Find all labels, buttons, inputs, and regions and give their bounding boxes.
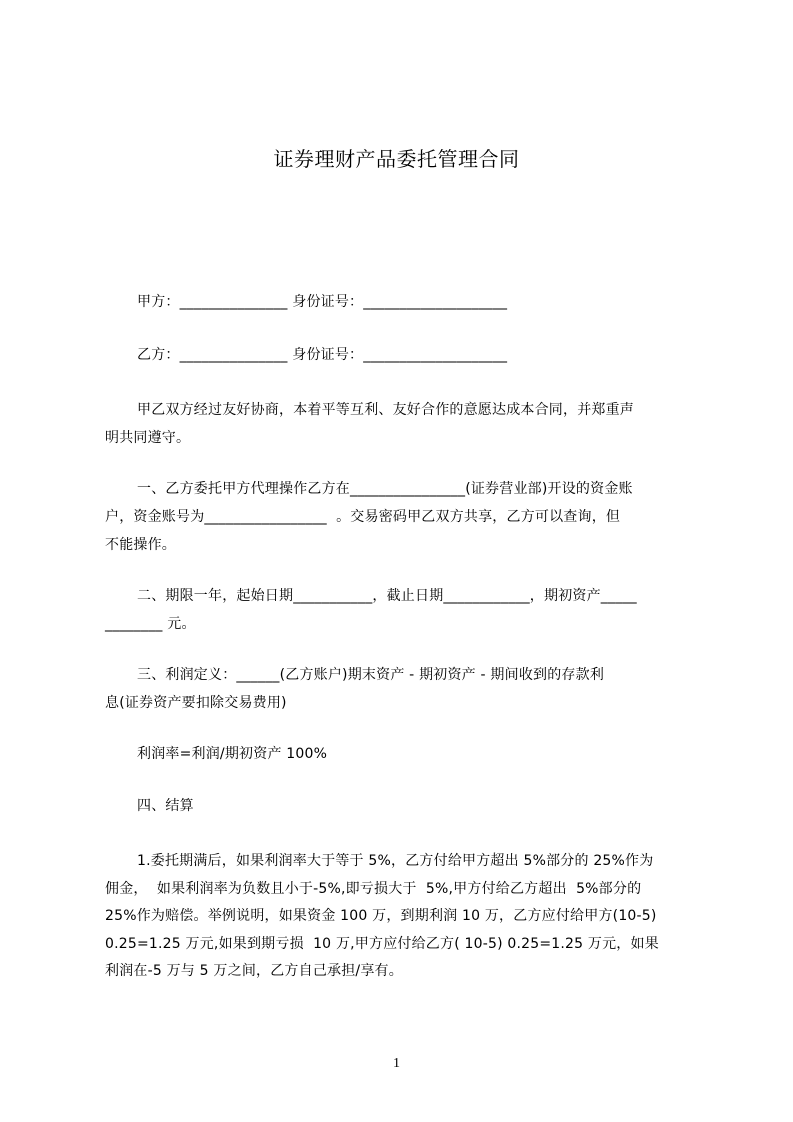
paragraph-line: 25%作为赔偿。举例说明，如果资金 100 万，到期利润 10 万，乙方应付给甲方(10-5) xyxy=(105,908,657,924)
paragraph-line: ________ 元。 xyxy=(105,616,196,632)
paragraph-line: 不能操作。 xyxy=(105,537,176,553)
paragraph-line: 息(证券资产要扣除交易费用) xyxy=(105,695,287,711)
paragraph-line: 一、乙方委托甲方代理操作乙方在________________(证券营业部)开设的资金账 xyxy=(137,481,633,497)
paragraph-line: 三、利润定义：______(乙方账户)期末资产 - 期初资产 - 期间收到的存款利 xyxy=(137,667,605,683)
paragraph-line: 明共同遵守。 xyxy=(105,430,191,446)
section-heading: 四、结算 xyxy=(137,798,194,814)
party-a-line: 甲方：_______________ 身份证号：____________________ xyxy=(137,294,508,310)
paragraph-line: 户，资金账号为_________________ 。交易密码甲乙双方共享，乙方可以查询，但 xyxy=(105,509,621,525)
paragraph-line: 利润在-5 万与 5 万之间，乙方自己承担/享有。 xyxy=(105,963,403,979)
document-title: 证券理财产品委托管理合同 xyxy=(273,147,520,171)
party-b-line: 乙方：_______________ 身份证号：____________________ xyxy=(137,347,508,363)
paragraph-line: 佣金， 如果利润率为负数且小于-5%,即亏损大于 5%,甲方付给乙方超出 5%部分的 xyxy=(105,881,642,897)
paragraph-line: 1.委托期满后，如果利润率大于等于 5%，乙方付给甲方超出 5%部分的 25%作为 xyxy=(137,853,654,869)
paragraph-line: 0.25=1.25 万元,如果到期亏损 10 万,甲方应付给乙方( 10-5) 0.25=1.25 万元，如果 xyxy=(105,936,659,952)
profit-rate-formula: 利润率=利润/期初资产 100% xyxy=(137,746,328,762)
paragraph-line: 二、期限一年，起始日期___________，截止日期____________，期初资产_____ xyxy=(137,588,637,604)
paragraph-line: 甲乙双方经过友好协商，本着平等互利、友好合作的意愿达成本合同，并郑重声 xyxy=(137,402,634,418)
page-number: 1 xyxy=(393,1056,400,1071)
